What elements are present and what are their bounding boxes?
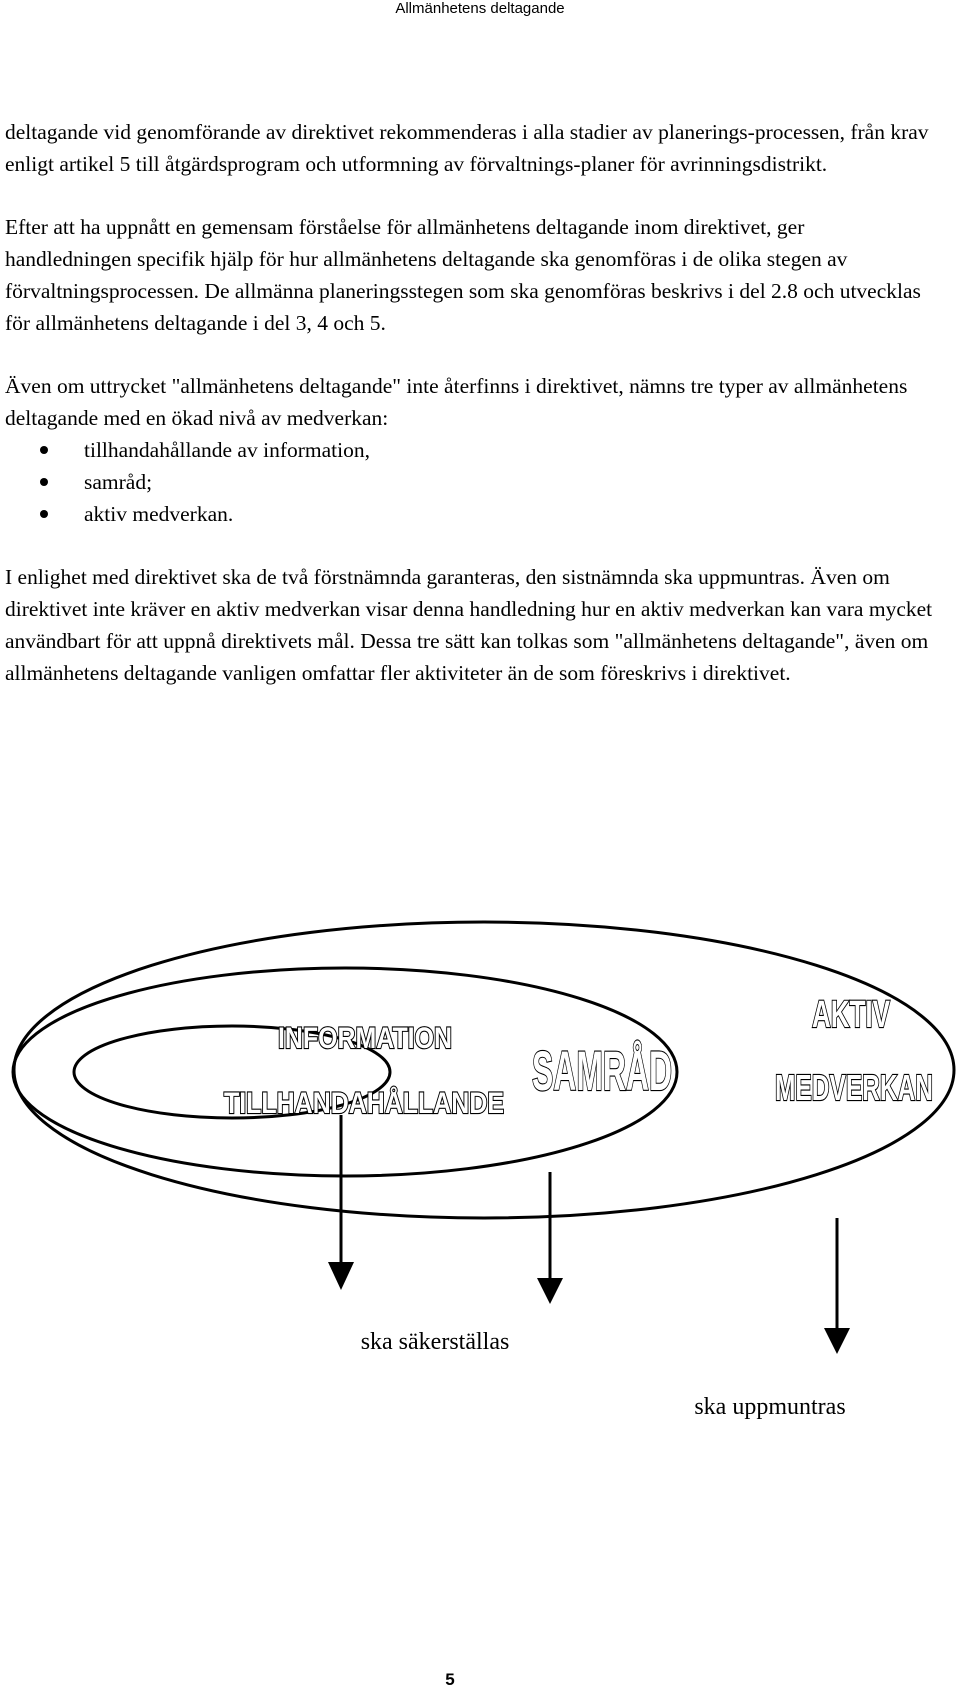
label-consultation: SAMRÅD xyxy=(532,1039,672,1102)
paragraph-1: deltagande vid genomförande av direktivet rekommenderas i alla stadier av planerings-processen, från krav enligt artikel 5 till åtgärdsprogram och utformning av förvaltnings-planer för avrinningsdistrikt. xyxy=(5,120,929,176)
list-item-text: samråd; xyxy=(84,470,153,494)
document-body xyxy=(5,116,935,689)
bullet-icon xyxy=(40,510,48,518)
label-information: INFORMATION xyxy=(278,1022,452,1055)
list-item xyxy=(5,434,935,466)
arrow-down-icon xyxy=(328,1115,354,1290)
running-header: Allmänhetens deltagande xyxy=(395,0,565,17)
bullet-icon xyxy=(40,446,48,454)
label-involvement: MEDVERKAN xyxy=(775,1067,933,1108)
list-item-text: aktiv medverkan. xyxy=(84,502,234,526)
arrow-down-icon xyxy=(824,1218,850,1354)
list-item-text: tillhandahållande av information, xyxy=(84,438,370,462)
paragraph-3: Även om uttrycket "allmänhetens deltagande" inte återfinns i direktivet, nämns tre typer av allmänhetens deltagande med en ökad nivå av medverkan: xyxy=(5,374,908,430)
list-item xyxy=(5,498,935,530)
caption-encouraged: ska uppmuntras xyxy=(694,1394,846,1420)
participation-types-list xyxy=(5,434,935,530)
paragraph-4: I enlighet med direktivet ska de två förstnämnda garanteras, den sistnämnda ska uppmuntras. Även om direktivet inte kräver en aktiv medverkan visar denna handledning hur en aktiv medverkan kan vara mycket användbart för att uppnå direktivets mål. Dessa tre sätt kan tolkas som "allmänhetens deltagande", även om allmänhetens deltagande vanligen omfattar fler aktiviteter än de som föreskrivs i direktivet. xyxy=(5,565,933,685)
list-item xyxy=(5,466,935,498)
bullet-icon xyxy=(40,478,48,486)
label-supply: TILLHANDAHÅLLANDE xyxy=(224,1087,504,1120)
caption-ensured: ska säkerställas xyxy=(360,1329,510,1355)
arrow-down-icon xyxy=(537,1172,563,1304)
paragraph-2: Efter att ha uppnått en gemensam förståelse för allmänhetens deltagande inom direktivet, ger handledningen specifik hjälp för hur allmänhetens deltagande ska genomföras i de olika stegen av förvaltningsprocessen. De allmänna planeringsstegen som ska genomföras beskrivs i del 2.8 och utvecklas för allmänhetens deltagande i del 3, 4 och 5. xyxy=(5,215,921,335)
page-number: 5 xyxy=(445,1670,455,1689)
participation-levels-diagram xyxy=(0,900,960,1420)
label-active: AKTIV xyxy=(812,994,891,1036)
